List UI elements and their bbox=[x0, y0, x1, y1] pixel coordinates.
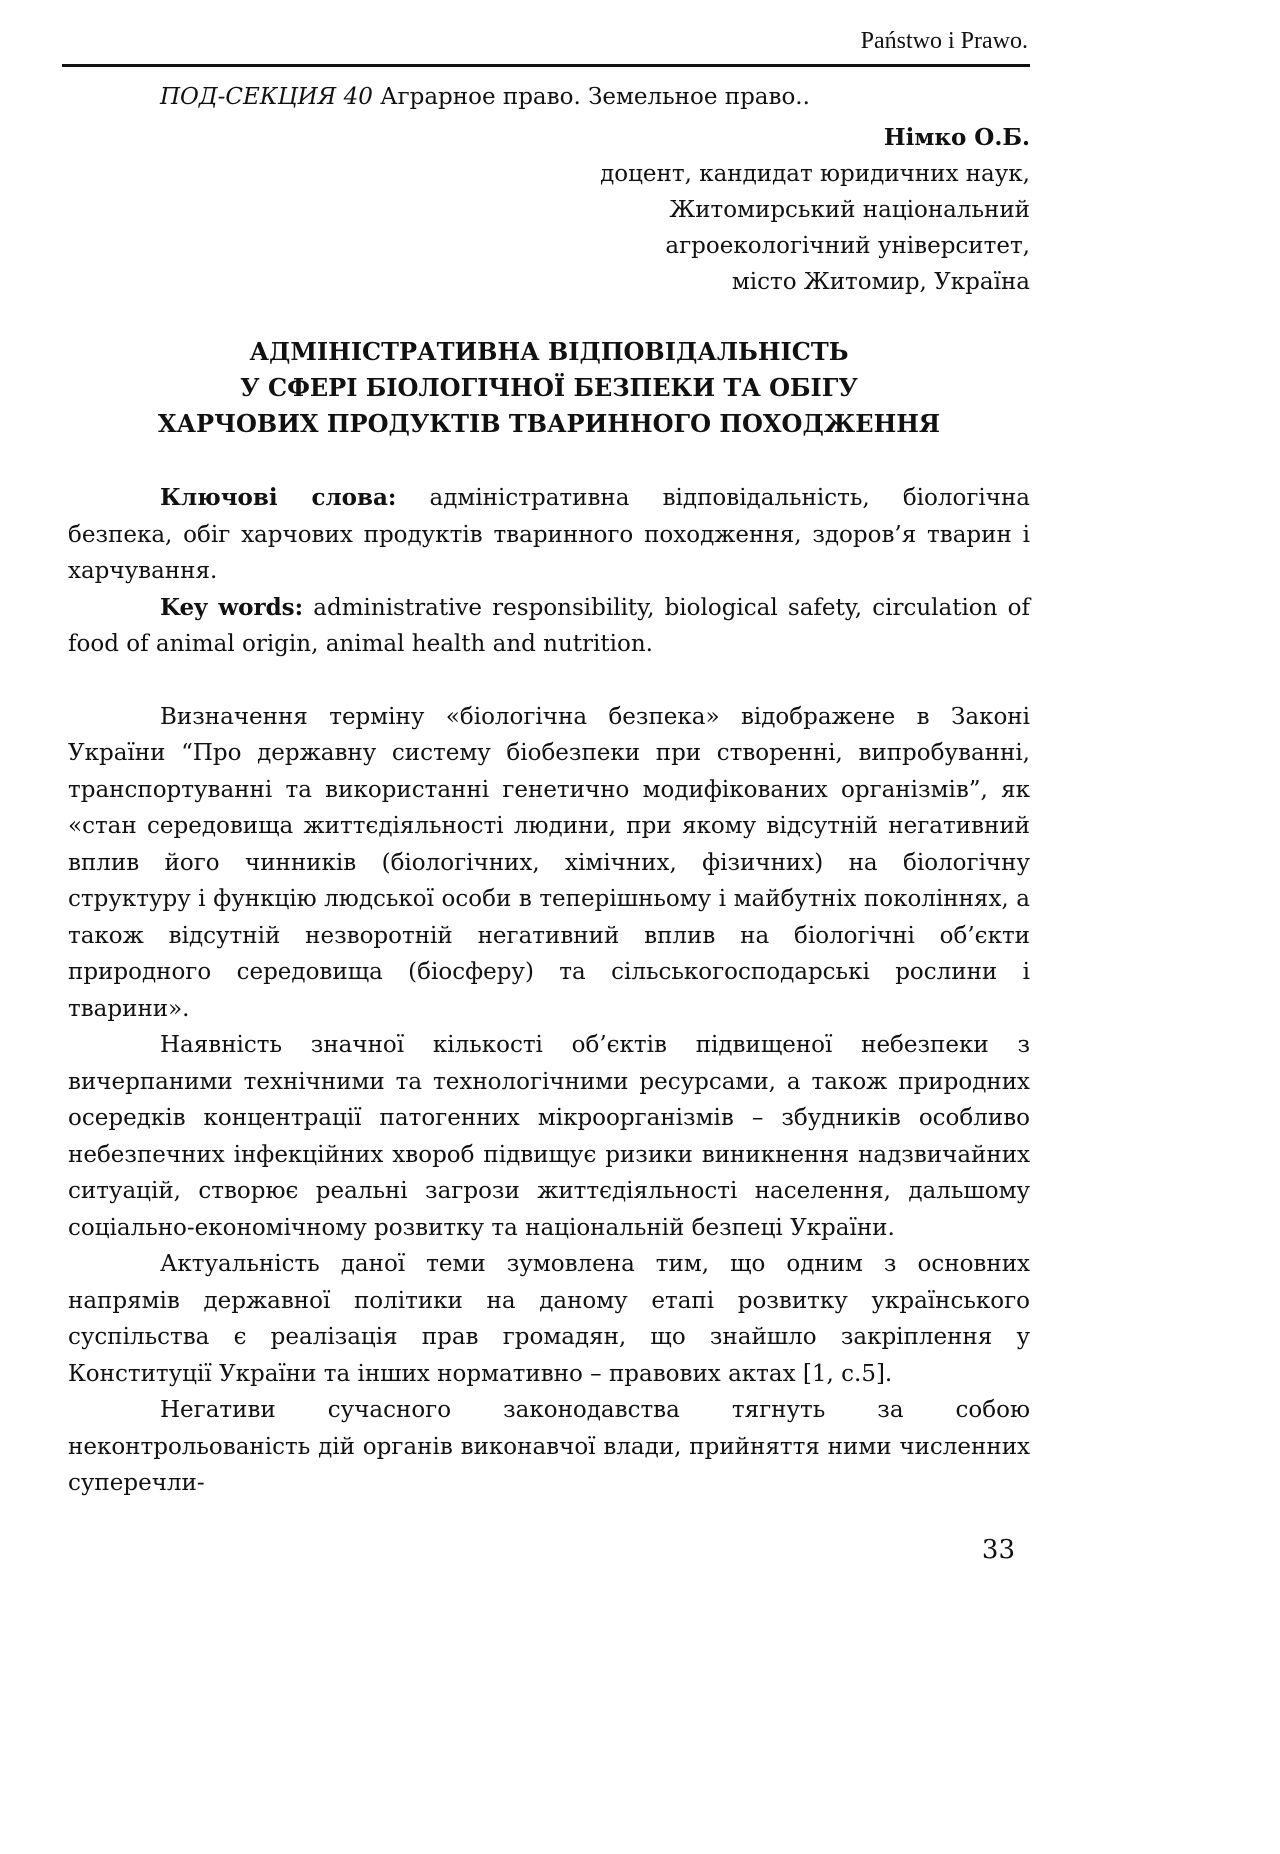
subsection-line bbox=[160, 80, 1030, 114]
author-block bbox=[68, 120, 1030, 300]
running-header bbox=[62, 18, 1030, 67]
body-paragraph-2: Наявність значної кількості об’єктів підвищеної небезпеки з вичерпаними технічними та технологічними ресурсами, а також природних осередків концентрації патогенних мікроорганізмів – збудників особливо небезпечних інфекційних хвороб підвищує ризики виникнення надзвичайних ситуацій, створює реальні загрози життєдіяльності населення, дальшому соціально-економічному розвитку та національній безпеці України. bbox=[68, 1032, 1030, 1241]
title-line-2: У СФЕРІ БІОЛОГІЧНОЇ БЕЗПЕКИ ТА ОБІГУ bbox=[240, 373, 858, 402]
keywords-ua-label: Ключові слова: bbox=[160, 484, 397, 511]
keywords-en-text: administrative responsibility, biological safety, circulation of food of animal origin, animal health and nutrition. bbox=[68, 594, 1030, 657]
keywords-en bbox=[68, 590, 1030, 663]
keywords-ua-text: адміністративна відповідальність, біологічна безпека, обіг харчових продуктів тваринного походження, здоров’я тварин і харчування. bbox=[68, 485, 1030, 584]
author-position: доцент, кандидат юридичних наук, bbox=[600, 161, 1030, 187]
body-paragraph-1: Визначення терміну «біологічна безпека» відображене в Законі України “Про державну систему біобезпеки при створенні, випробуванні, транспортуванні та використанні генетично модифікованих організмів”, як «стан середовища життєдіяльності людини, при якому відсутній негативний вплив його чинників (біологічних, хімічних, фізичних) на біологічну структуру і функцію людської особи в теперішньому і майбутніх поколіннях, а також відсутній незворотній негативний вплив на біологічні об’єкти природного середовища (біосферу) та сільськогосподарські рослини і тварини». bbox=[68, 703, 1030, 1022]
keywords-ua bbox=[68, 480, 1030, 590]
body-paragraph-4: Негативи сучасного законодавства тягнуть за собою неконтрольованість дій органів виконавчої влади, прийняття ними численних суперечли- bbox=[68, 1397, 1030, 1496]
article-content bbox=[68, 76, 1030, 1502]
title-line-3: ХАРЧОВИХ ПРОДУКТІВ ТВАРИННОГО ПОХОДЖЕННЯ bbox=[157, 409, 941, 438]
subsection-text: Аграрное право. Земельное право.. bbox=[380, 84, 810, 110]
author-name: Німко О.Б. bbox=[883, 124, 1030, 151]
article-body bbox=[68, 699, 1030, 1502]
author-institution-line-2: агроекологічний університет, bbox=[665, 233, 1030, 259]
keywords-section bbox=[68, 480, 1030, 663]
keywords-en-label: Key words: bbox=[160, 593, 304, 621]
article-title bbox=[68, 334, 1030, 442]
page-number: 33 bbox=[981, 1535, 1015, 1565]
body-paragraph-3: Актуальність даної теми зумовлена тим, що одним з основних напрямів державної політики на даному етапі розвитку українського суспільства є реалізація прав громадян, що знайшло закріплення у Конституції України та інших нормативно – правових актах [1, с.5]. bbox=[68, 1251, 1030, 1387]
author-institution-line-1: Житомирський національний bbox=[669, 197, 1030, 223]
author-city: місто Житомир, Україна bbox=[731, 269, 1030, 295]
title-line-1: АДМІНІСТРАТИВНА ВІДПОВІДАЛЬНІСТЬ bbox=[249, 337, 849, 366]
subsection-label: ПОД-СЕКЦИЯ 40 bbox=[160, 84, 373, 110]
section-spacer bbox=[68, 663, 1030, 699]
journal-title: Państwo i Prawo. bbox=[860, 28, 1028, 54]
